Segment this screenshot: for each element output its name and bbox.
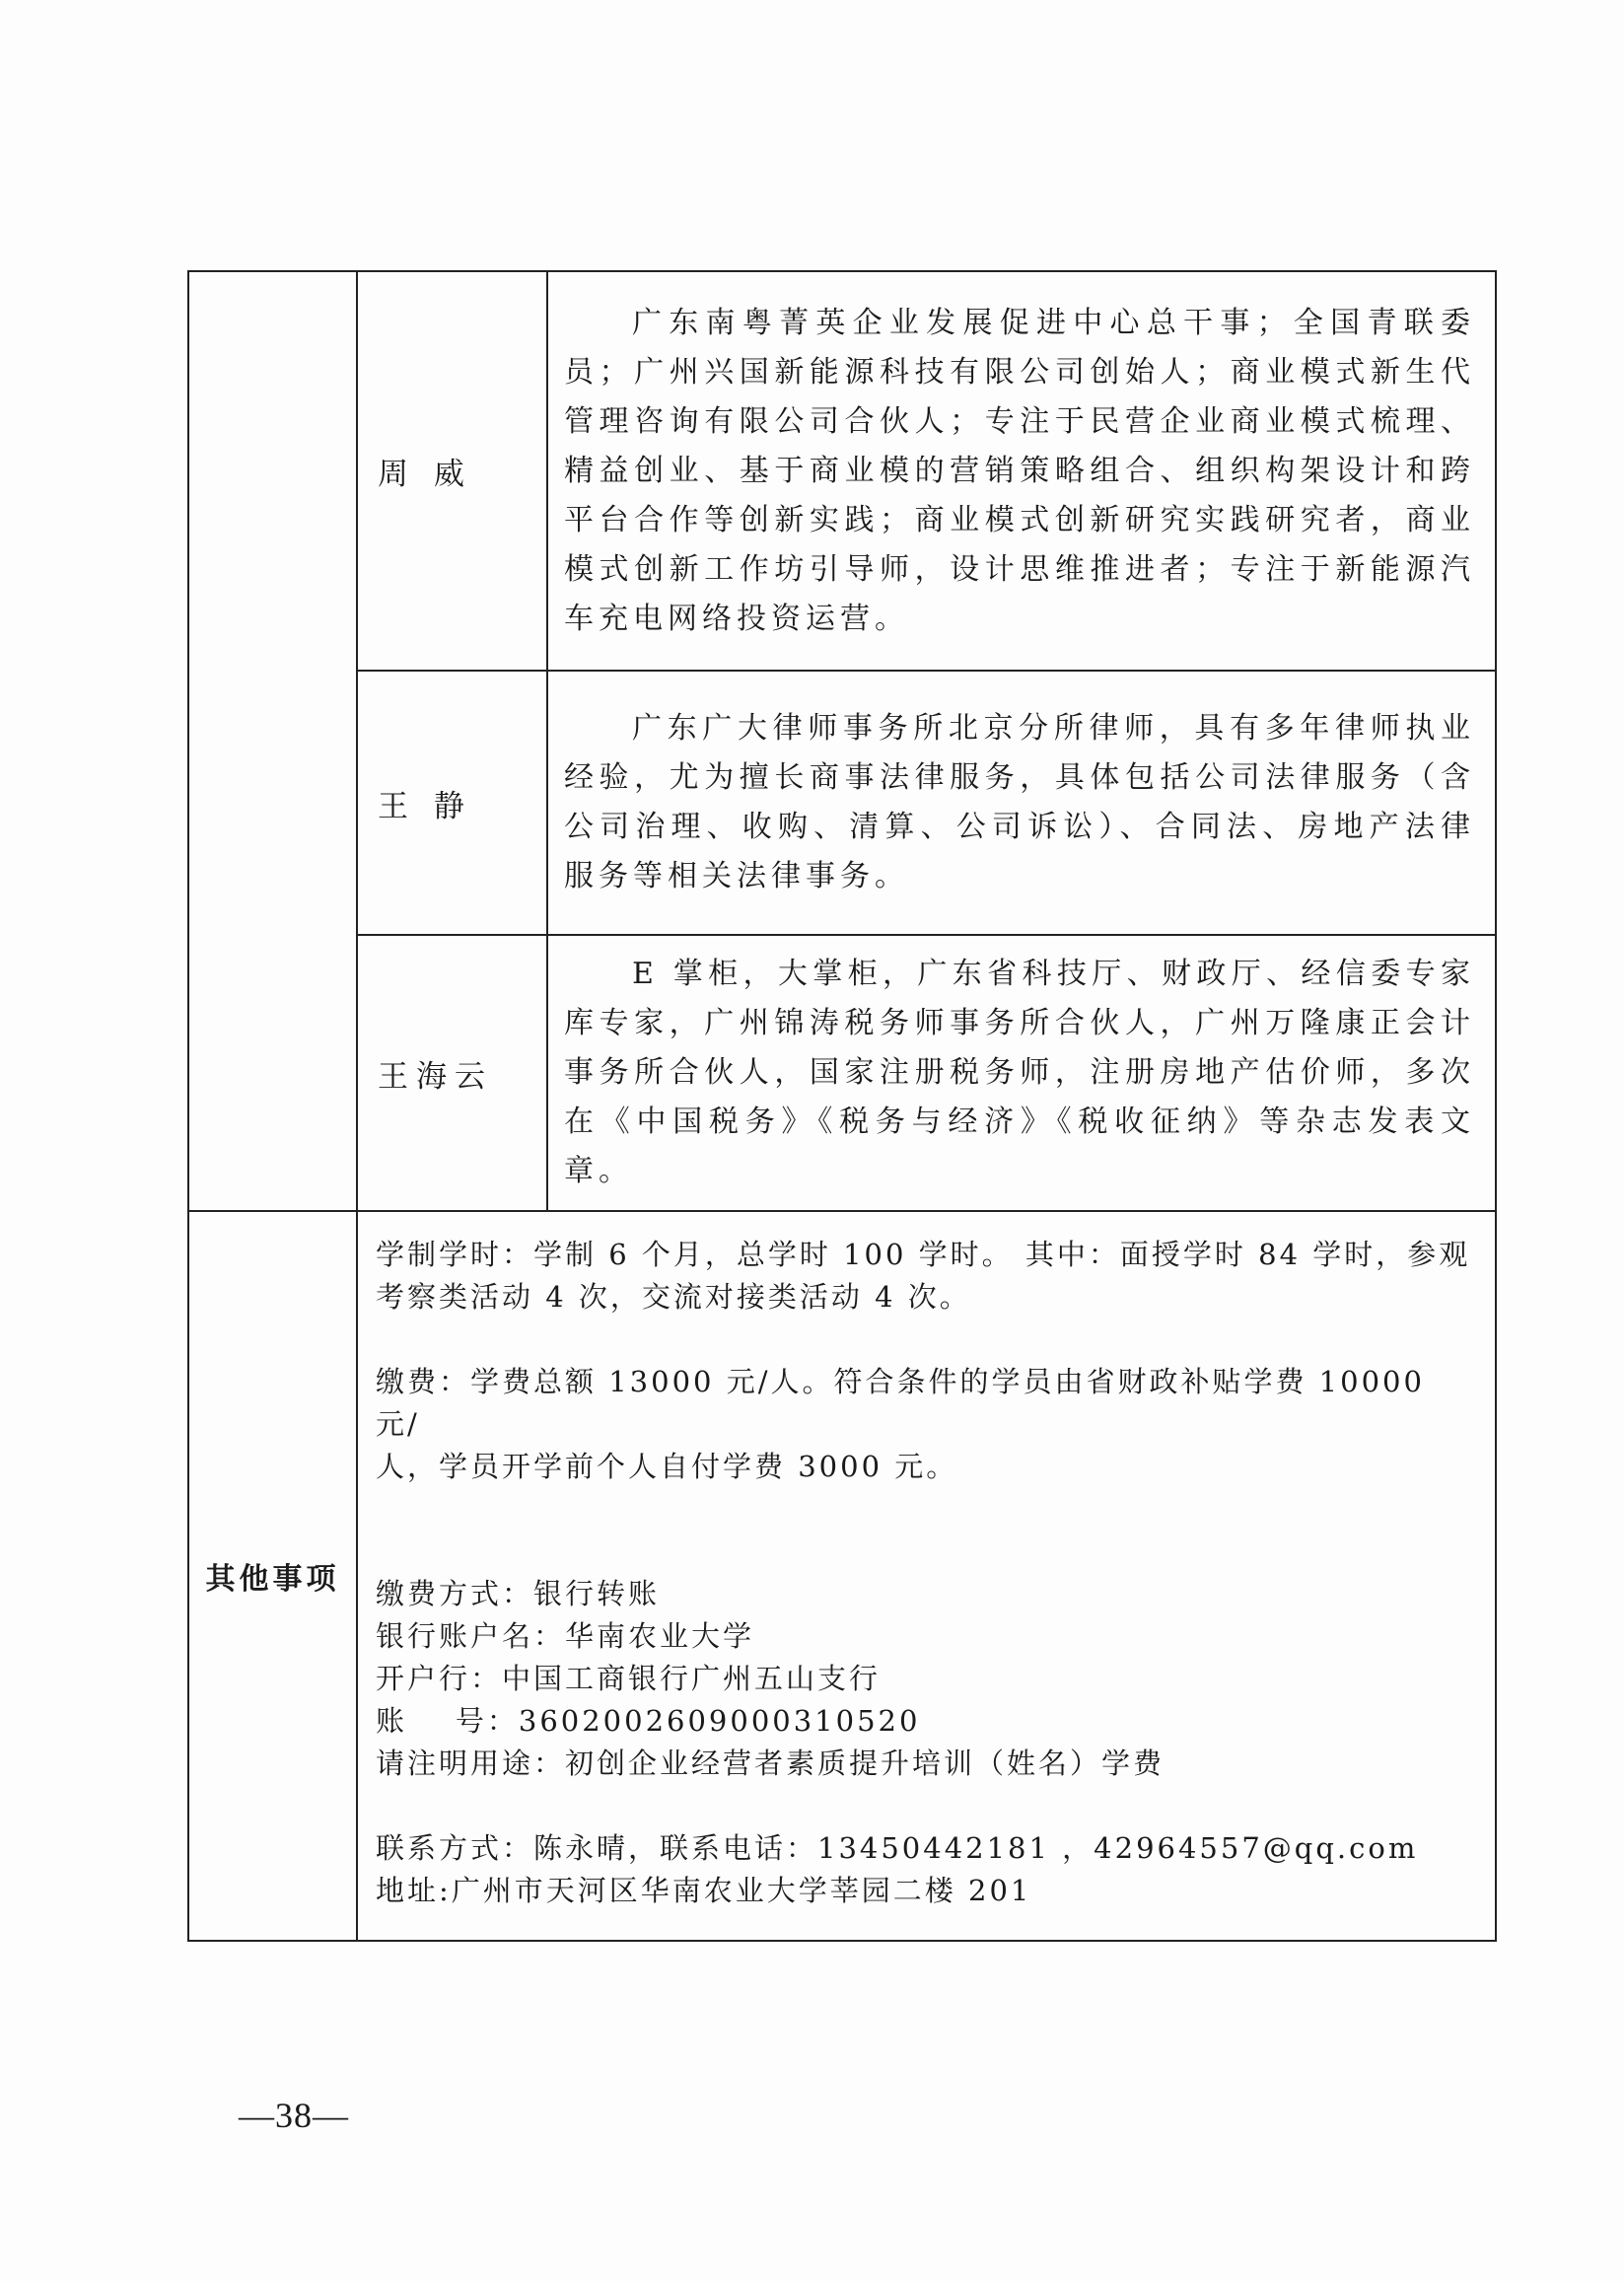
contact-info: 联系方式：陈永晴，联系电话：13450442181 ，42964557@qq.com: [376, 1831, 1419, 1865]
instructor-bio-cell: [547, 271, 1496, 671]
instructor-bio: 广东广大律师事务所北京分所律师，具有多年律师执业经验，尤为擅长商事法律服务，具体包括公司法律服务（含公司治理、收购、清算、公司诉讼）、合同法、房地产法律服务等相关法律事务。: [564, 711, 1475, 893]
table-row: [188, 935, 1496, 1211]
instructor-bio-cell: [547, 671, 1496, 935]
other-matters-row: [188, 1211, 1496, 1941]
paragraph-gap: [376, 1531, 1475, 1573]
instructor-bio: E 掌柜，大掌柜，广东省科技厅、财政厅、经信委专家库专家，广州锦涛税务师事务所合伙人，广州万隆康正会计事务所合伙人，国家注册税务师，注册房地产估价师，多次在《中国税务》《税务与经济》《税收征纳》等杂志发表文章。: [564, 957, 1475, 1188]
paragraph-gap: [376, 1785, 1475, 1827]
account-number: 账 号：3602002609000310520: [376, 1704, 921, 1738]
section-label-cell: [188, 271, 357, 1211]
table-row: [188, 671, 1496, 935]
instructor-bio-cell: [547, 935, 1496, 1211]
page-number: —38—: [239, 2096, 349, 2135]
fee-line-1: 缴费：学费总额 13000 元/人。符合条件的学员由省财政补贴学费 10000 元/: [376, 1365, 1425, 1441]
fee-line-2: 人，学员开学前个人自付学费 3000 元。: [376, 1450, 958, 1483]
paragraph-gap: [376, 1488, 1475, 1531]
other-matters-label: 其他事项: [188, 1211, 357, 1941]
payment-purpose: 请注明用途：初创企业经营者素质提升培训（姓名）学费: [376, 1746, 1165, 1780]
account-name: 银行账户名：华南农业大学: [376, 1619, 755, 1653]
bank-branch: 开户行：中国工商银行广州五山支行: [376, 1662, 882, 1695]
instructor-name: 王 静: [357, 671, 547, 935]
instructor-name: 王海云: [357, 935, 547, 1211]
instructor-bio: 广东南粤菁英企业发展促进中心总干事；全国青联委员；广州兴国新能源科技有限公司创始人；商业模式新生代管理咨询有限公司合伙人；专注于民营企业商业模式梳理、精益创业、基于商业模的营销策略组合、组织构架设计和跨平台合作等创新实践；商业模式创新研究实践研究者，商业模式创新工作坊引导师，设计思维推进者；专注于新能源汽车充电网络投资运营。: [564, 305, 1475, 636]
schedule-line-1: 学制学时：学制 6 个月，总学时 100 学时。 其中：面授学时 84 学时，参观: [376, 1238, 1471, 1271]
instructor-table: [187, 270, 1497, 1942]
schedule-line-2: 考察类活动 4 次，交流对接类活动 4 次。: [376, 1280, 971, 1314]
instructor-name: 周 威: [357, 271, 547, 671]
table-row: [188, 271, 1496, 671]
other-matters-content: [357, 1211, 1496, 1941]
payment-method: 缴费方式：银行转账: [376, 1577, 661, 1610]
address: 地址:广州市天河区华南农业大学莘园二楼 201: [376, 1874, 1032, 1907]
paragraph-gap: [376, 1319, 1475, 1361]
